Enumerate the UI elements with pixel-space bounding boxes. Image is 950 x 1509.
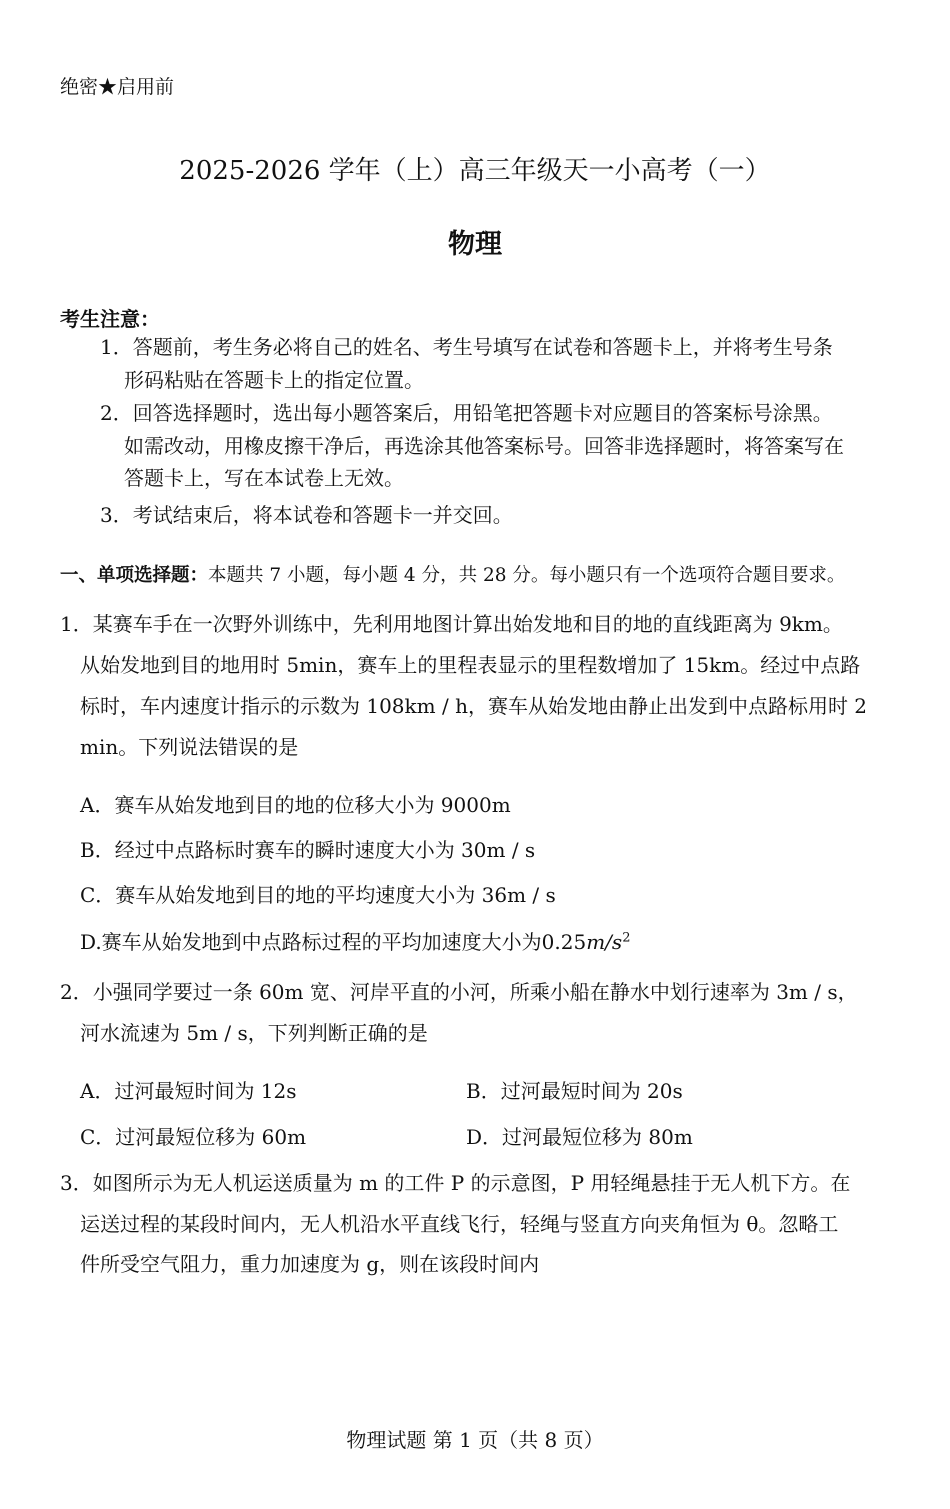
q1-option-d-exponent: 2 bbox=[622, 930, 631, 946]
q1-option-d-unit: m/s bbox=[586, 930, 623, 954]
question-1-line: 从始发地到目的地用时 5min，赛车上的里程表显示的里程数增加了 15km。经过中点路 bbox=[80, 653, 861, 677]
exam-title: 2025-2026 学年（上）高三年级天一小高考（一） bbox=[179, 156, 771, 186]
page-footer: 物理试题 第 1 页（共 8 页） bbox=[346, 1428, 604, 1452]
secret-label: 绝密★启用前 bbox=[60, 76, 175, 98]
question-1-line: 标时，车内速度计指示的示数为 108km / h，赛车从始发地由静止出发到中点路标用时 2 bbox=[80, 694, 868, 718]
question-1-line: 1．某赛车手在一次野外训练中，先利用地图计算出始发地和目的地的直线距离为 9km。 bbox=[60, 612, 843, 636]
q2-option-b: B．过河最短时间为 20s bbox=[466, 1079, 683, 1103]
q2-option-a: A．过河最短时间为 12s bbox=[80, 1079, 297, 1103]
question-3-line: 运送过程的某段时间内，无人机沿水平直线飞行，轻绳与竖直方向夹角恒为 θ。忽略工 bbox=[80, 1212, 839, 1236]
question-2-line: 2．小强同学要过一条 60m 宽、河岸平直的小河，所乘小船在静水中划行速率为 3m / s， bbox=[60, 980, 858, 1004]
question-1-line: min。下列说法错误的是 bbox=[80, 735, 299, 759]
subject-title: 物理 bbox=[448, 229, 502, 260]
section-description: 本题共 7 小题，每小题 4 分，共 28 分。每小题只有一个选项符合题目要求。 bbox=[208, 565, 846, 586]
section-heading bbox=[60, 561, 845, 587]
q2-option-c: C．过河最短位移为 60m bbox=[80, 1125, 307, 1149]
notice-line: 答题卡上，写在本试卷上无效。 bbox=[124, 466, 404, 490]
question-3-line: 件所受空气阻力，重力加速度为 g，则在该段时间内 bbox=[80, 1252, 540, 1276]
q2-option-d: D．过河最短位移为 80m bbox=[466, 1125, 693, 1149]
notice-line: 3．考试结束后，将本试卷和答题卡一并交回。 bbox=[100, 503, 513, 527]
q1-option-a: A．赛车从始发地到目的地的位移大小为 9000m bbox=[80, 793, 511, 817]
q1-option-c: C．赛车从始发地到目的地的平均速度大小为 36m / s bbox=[80, 883, 556, 907]
q1-option-b: B．经过中点路标时赛车的瞬时速度大小为 30m / s bbox=[80, 838, 536, 862]
q1-option-d-text: D.赛车从始发地到中点路标过程的平均加速度大小为0.25 bbox=[80, 930, 587, 954]
question-3-line: 3．如图所示为无人机运送质量为 m 的工件 P 的示意图，P 用轻绳悬挂于无人机下方。在 bbox=[60, 1171, 851, 1195]
q1-option-d bbox=[80, 926, 630, 955]
notice-line: 如需改动，用橡皮擦干净后，再选涂其他答案标号。回答非选择题时，将答案写在 bbox=[124, 434, 844, 458]
notice-line: 2．回答选择题时，选出每小题答案后，用铅笔把答题卡对应题目的答案标号涂黑。 bbox=[100, 401, 833, 425]
section-label: 一、单项选择题： bbox=[60, 565, 209, 586]
notice-heading: 考生注意： bbox=[60, 307, 160, 331]
notice-line: 形码粘贴在答题卡上的指定位置。 bbox=[124, 368, 424, 392]
question-2-line: 河水流速为 5m / s，下列判断正确的是 bbox=[80, 1021, 428, 1045]
notice-line: 1．答题前，考生务必将自己的姓名、考生号填写在试卷和答题卡上，并将考生号条 bbox=[100, 335, 833, 359]
